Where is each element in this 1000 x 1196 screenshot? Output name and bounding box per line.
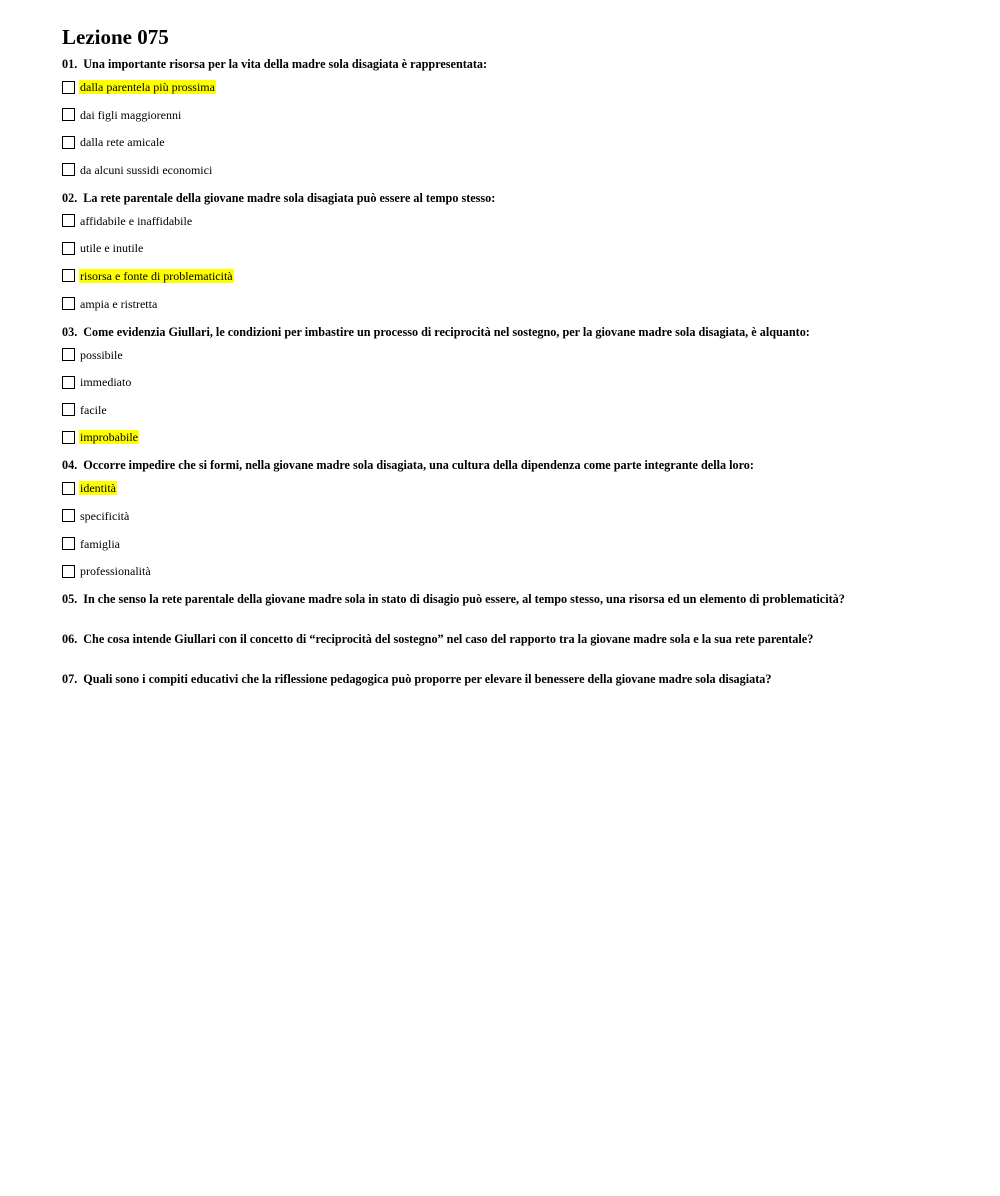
question-2 (62, 190, 962, 314)
answer-text: dai figli maggiorenni (80, 107, 182, 122)
answer-option[interactable] (62, 534, 962, 554)
answer-checkbox[interactable] (62, 297, 75, 310)
lesson-title: Lezione 075 (62, 25, 169, 49)
answer-text: affidabile e inaffidabile (80, 213, 193, 228)
question-prompt: Occorre impedire che si formi, nella giovane madre sola disagiata, una cultura della dipendenza come parte integrante della loro: (83, 458, 754, 473)
answer-checkbox[interactable] (62, 136, 75, 149)
answer-option[interactable] (62, 427, 962, 447)
answer-text: possibile (80, 347, 123, 362)
document-page (62, 24, 962, 711)
answer-text: specificità (80, 508, 130, 523)
question-prompt: Quali sono i compiti educativi che la riflessione pedagogica può proporre per elevare il benessere della giovane madre sola disagiata? (83, 672, 772, 687)
question-4 (62, 457, 962, 581)
question-prompt: La rete parentale della giovane madre sola disagiata può essere al tempo stesso: (83, 190, 496, 205)
question-text (62, 190, 962, 206)
answer-text: ampia e ristretta (80, 296, 158, 311)
answer-checkbox[interactable] (62, 348, 75, 361)
answer-text-highlighted: identità (80, 481, 116, 496)
answer-text: facile (80, 402, 107, 417)
question-prompt: In che senso la rete parentale della giovane madre sola in stato di disagio può essere, al tempo stesso, una risorsa ed un elemento di problematicità? (83, 592, 845, 607)
question-number: 03. (62, 324, 78, 339)
answer-checkbox[interactable] (62, 242, 75, 255)
answer-option[interactable] (62, 238, 962, 258)
answer-option[interactable] (62, 400, 962, 420)
answer-text: utile e inutile (80, 241, 144, 256)
question-number: 07. (62, 672, 78, 687)
answer-checkbox[interactable] (62, 565, 75, 578)
answer-text-highlighted: improbabile (80, 430, 138, 445)
answer-list (62, 77, 962, 180)
answer-checkbox[interactable] (62, 509, 75, 522)
answer-option[interactable] (62, 105, 962, 125)
answer-text-highlighted: dalla parentela più prossima (80, 80, 215, 94)
question-5 (62, 591, 962, 607)
answer-option[interactable] (62, 372, 962, 392)
answer-checkbox[interactable] (62, 108, 75, 121)
answer-option[interactable] (62, 211, 962, 231)
answer-checkbox[interactable] (62, 81, 75, 94)
question-text (62, 591, 962, 607)
answer-checkbox[interactable] (62, 537, 75, 550)
answer-option[interactable] (62, 478, 962, 498)
question-prompt: Come evidenzia Giullari, le condizioni per imbastire un processo di reciprocità nel sostegno, per la giovane madre sola disagiata, è alquanto: (83, 324, 810, 339)
question-text (62, 457, 962, 473)
question-text (62, 56, 962, 72)
question-7 (62, 671, 962, 687)
answer-checkbox[interactable] (62, 163, 75, 176)
answer-text: immediato (80, 375, 132, 390)
answer-text-highlighted: risorsa e fonte di problematicità (80, 268, 233, 283)
question-prompt: Una importante risorsa per la vita della madre sola disagiata è rappresentata: (83, 57, 488, 71)
answer-checkbox[interactable] (62, 214, 75, 227)
answer-text: da alcuni sussidi economici (80, 162, 213, 177)
answer-option[interactable] (62, 345, 962, 365)
question-prompt: Che cosa intende Giullari con il concetto di “reciprocità del sostegno” nel caso del rapporto tra la giovane madre sola e la sua rete parentale? (83, 632, 814, 647)
answer-checkbox[interactable] (62, 482, 75, 495)
answer-list (62, 478, 962, 581)
answer-option[interactable] (62, 506, 962, 526)
answer-option[interactable] (62, 132, 962, 152)
answer-text: dalla rete amicale (80, 135, 165, 150)
question-text (62, 631, 962, 647)
question-text (62, 671, 962, 687)
answer-checkbox[interactable] (62, 403, 75, 416)
answer-option[interactable] (62, 77, 962, 97)
answer-list (62, 345, 962, 448)
answer-checkbox[interactable] (62, 376, 75, 389)
question-list (62, 56, 962, 687)
answer-checkbox[interactable] (62, 431, 75, 444)
answer-option[interactable] (62, 561, 962, 581)
answer-text: professionalità (80, 564, 151, 579)
question-number: 05. (62, 592, 78, 607)
answer-option[interactable] (62, 266, 962, 286)
question-6 (62, 631, 962, 647)
question-number: 01. (62, 57, 78, 71)
answer-option[interactable] (62, 160, 962, 180)
question-number: 06. (62, 632, 78, 647)
question-3 (62, 324, 962, 448)
answer-option[interactable] (62, 294, 962, 314)
question-number: 02. (62, 190, 78, 205)
answer-text: famiglia (80, 536, 120, 551)
answer-checkbox[interactable] (62, 269, 75, 282)
answer-list (62, 211, 962, 314)
question-1 (62, 56, 962, 180)
question-number: 04. (62, 458, 78, 473)
question-text (62, 324, 962, 340)
